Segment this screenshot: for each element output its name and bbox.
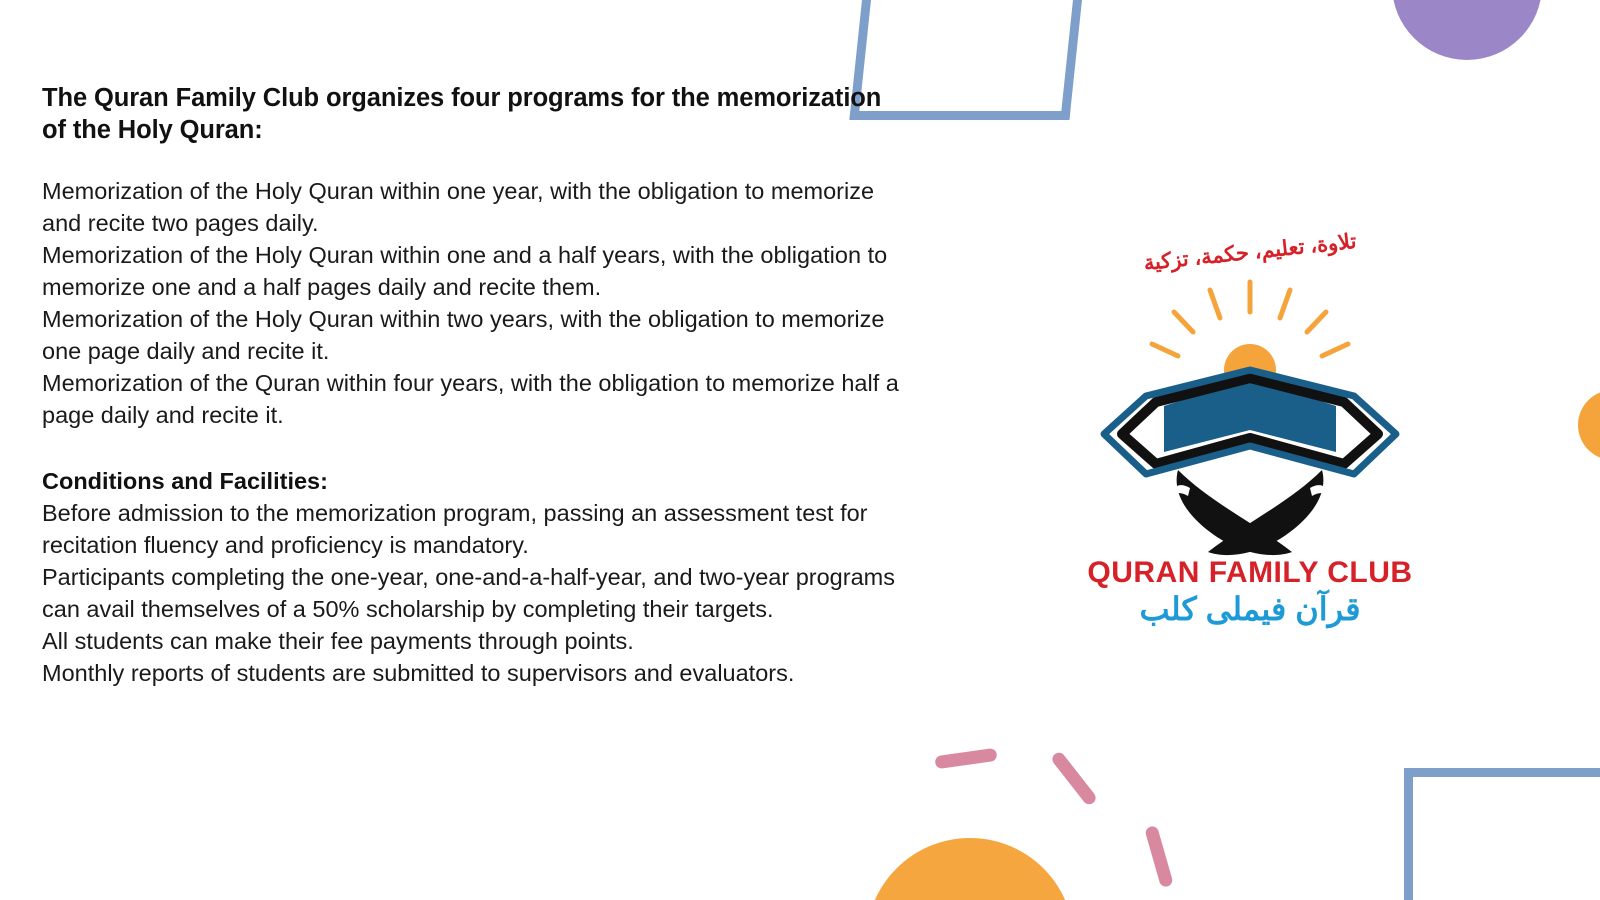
page-title: The Quran Family Club organizes four programs for the memorization of the Holy Quran: [42,84,882,145]
quran-family-club-logo [1050,229,1450,658]
decor-orange-circle-bottom [866,838,1074,900]
decor-purple-circle [1392,0,1542,60]
program-item-4: Memorization of the Quran within four years, with the obligation to memorize half a page daily and recite it. [42,369,899,428]
programs-list [42,176,912,432]
program-item-3: Memorization of the Holy Quran within two years, with the obligation to memorize one page daily and recite it. [42,306,885,365]
decor-pink-dash-3 [1144,825,1174,888]
condition-item-1: Before admission to the memorization program, passing an assessment test for recitation fluency and proficiency is mandatory. [42,499,868,558]
conditions-heading: Conditions and Facilities: [42,467,328,494]
logo-title: QURAN FAMILY CLUB [1087,556,1413,589]
slide-text-column [42,82,912,690]
condition-item-2: Participants completing the one-year, one-and-a-half-year, and two-year programs can avail themselves of a 50% scholarship by completing their targets. [42,563,895,622]
logo-arabic-tagline: تلاوة، تعليم، حكمة، تزكية [1142,229,1358,276]
condition-item-3: All students can make their fee payments through points. [42,627,634,654]
program-item-2: Memorization of the Holy Quran within one and a half years, with the obligation to memorize one and a half pages daily and recite them. [42,242,888,301]
condition-item-4: Monthly reports of students are submitted to supervisors and evaluators. [42,659,795,686]
decor-blue-frame-bottom [1404,768,1600,900]
program-item-1: Memorization of the Holy Quran within one year, with the obligation to memorize and recite two pages daily. [42,178,875,237]
decor-pink-dash-2 [1050,750,1098,807]
decor-pink-dash-1 [934,748,997,770]
conditions-list [42,498,912,690]
decor-orange-circle-right [1578,390,1600,460]
open-book-hands-icon [1060,274,1440,564]
logo-arabic-name: قرآن فیملی کلب [1139,591,1361,627]
